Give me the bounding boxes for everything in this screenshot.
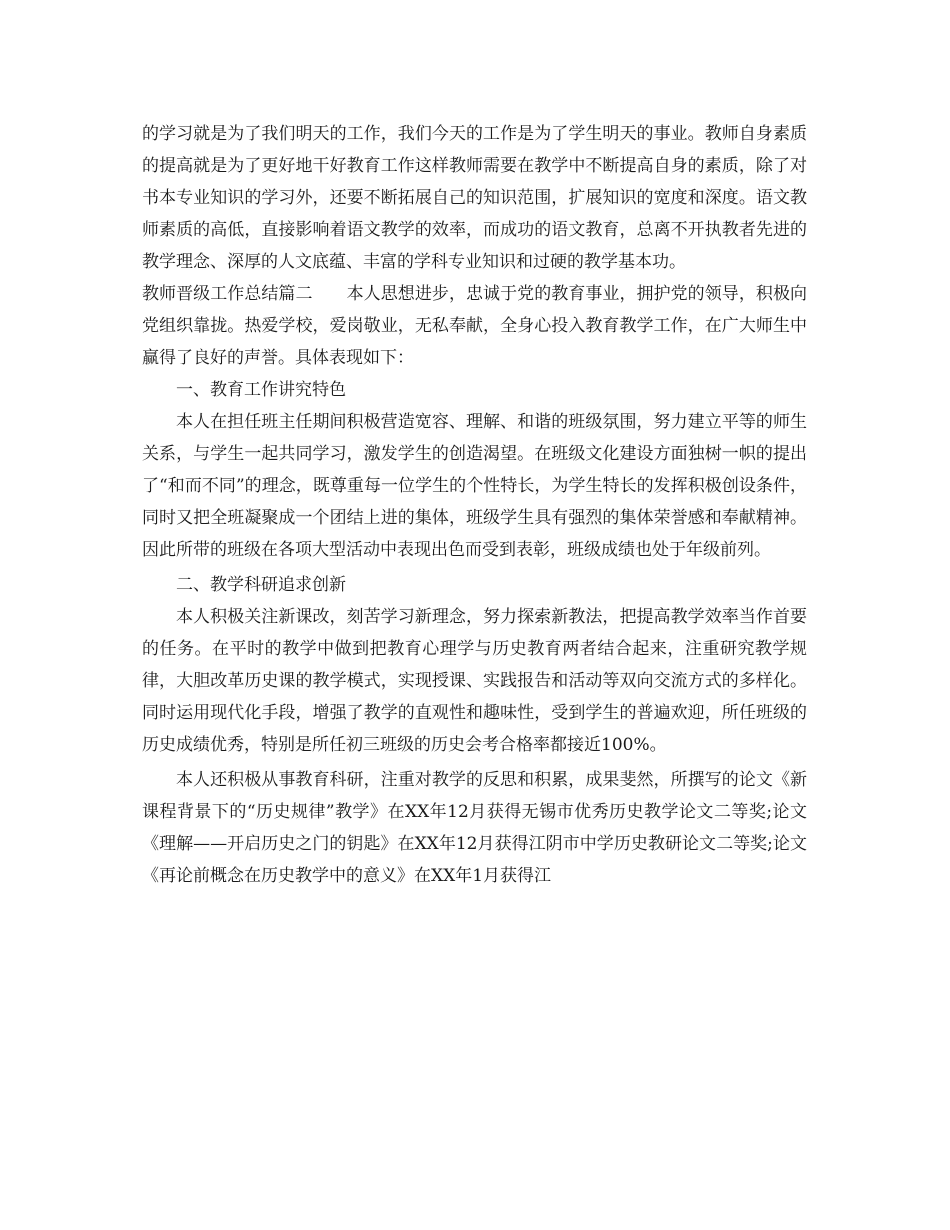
paragraph-summary-intro: 教师晋级工作总结篇二 本人思想进步，忠诚于党的教育事业，拥护党的领导，积极向党组织靠拢。热爱学校，爱岗敬业，无私奉献，全身心投入教育教学工作，在广大师生中赢得了良好的声誉。具体表现如下： <box>142 284 807 368</box>
document-body <box>142 118 807 892</box>
paragraph-teaching-reform: 本人积极关注新课改，刻苦学习新理念，努力探索新教法，把提高教学效率当作首要的任务。在平时的教学中做到把教育心理学与历史教育两者结合起来，注重研究教学规律，大胆改革历史课的教学模式，实现授课、实践报告和活动等双向交流方式的多样化。同时运用现代化手段，增强了教学的直观性和趣味性，受到学生的普遍欢迎，所任班级的历史成绩优秀，特别是所任初三班级的历史会考合格率都接近100%。 <box>142 607 807 755</box>
section-heading-research: 二、教学科研追求创新 <box>176 575 346 595</box>
paragraph-class-management: 本人在担任班主任期间积极营造宽容、理解、和谐的班级氛围，努力建立平等的师生关系，与学生一起共同学习，激发学生的创造渴望。在班级文化建设方面独树一帜的提出了“和而不同”的理念，既尊重每一位学生的个性特长，为学生特长的发挥积极创设条件，同时又把全班凝聚成一个团结上进的集体，班级学生具有强烈的集体荣誉感和奉献精神。因此所带的班级在各项大型活动中表现出色而受到表彰，班级成绩也处于年级前列。 <box>142 412 807 560</box>
paragraph-research-achievements: 本人还积极从事教育科研，注重对教学的反思和积累，成果斐然，所撰写的论文《新课程背景下的“历史规律”教学》在XX年12月获得无锡市优秀历史教学论文二等奖;论文《理解——开启历史之门的钥匙》在XX年12月获得江阴市中学历史教研论文二等奖;论文《再论前概念在历史教学中的意义》在XX年1月获得江 <box>142 770 807 886</box>
section-heading-education: 一、教育工作讲究特色 <box>176 380 346 400</box>
paragraph-continuation: 的学习就是为了我们明天的工作，我们今天的工作是为了学生明天的事业。教师自身素质的提高就是为了更好地干好教育工作这样教师需要在教学中不断提高自身的素质，除了对书本专业知识的学习外，还要不断拓展自己的知识范围，扩展知识的宽度和深度。语文教师素质的高低，直接影响着语文教学的效率，而成功的语文教育，总离不开执教者先进的教学理念、深厚的人文底蕴、丰富的学科专业知识和过硬的教学基本功。 <box>142 124 807 272</box>
